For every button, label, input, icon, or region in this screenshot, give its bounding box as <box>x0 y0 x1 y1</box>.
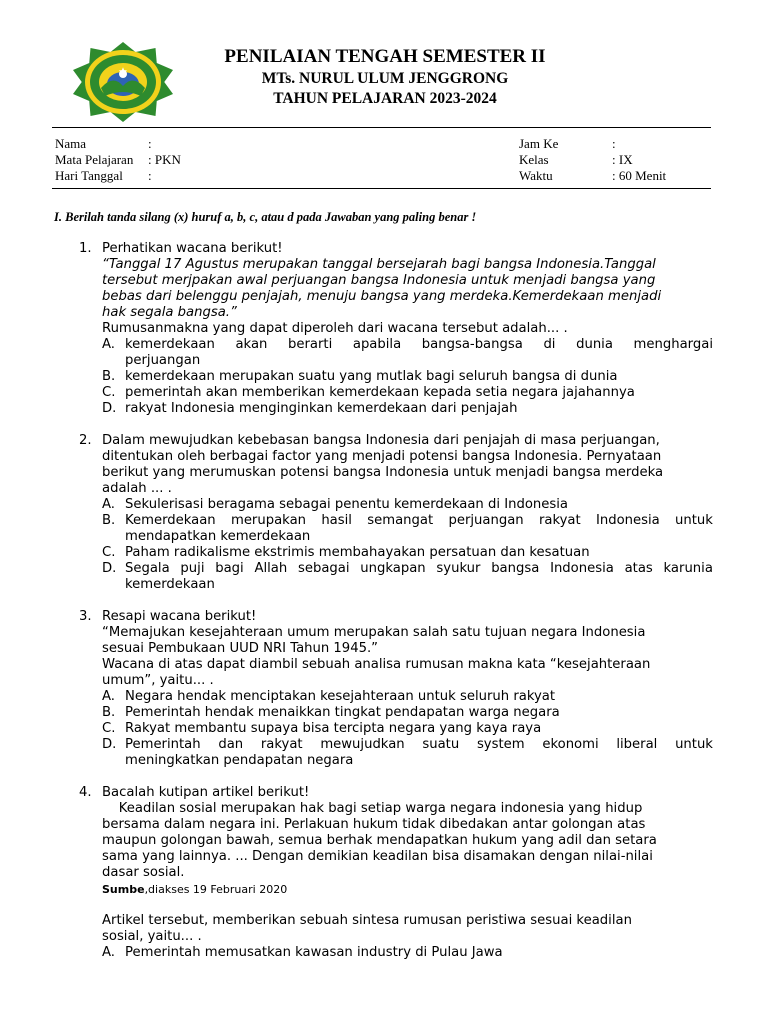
q1-a-w: kemerdekaan <box>125 337 215 352</box>
q1-option-d: rakyat Indonesia menginginkan kemerdekaan dari penjajah <box>125 401 518 416</box>
q3-prompt-line: umum”, yaitu... . <box>102 673 214 688</box>
q2-option-b <box>125 513 713 529</box>
school-name: MTs. NURUL ULUM JENGGRONG <box>261 70 509 87</box>
q2-d-w: sebagai <box>297 561 350 576</box>
q3-option-d-letter: D. <box>102 737 117 752</box>
q2-b-w: perjuangan <box>448 513 524 528</box>
q1-option-a-letter: A. <box>102 337 115 352</box>
q1-option-a-cont: perjuangan <box>125 353 201 368</box>
q4-prompt-line: Artikel tersebut, memberikan sebuah sintesa rumusan peristiwa sesuai keadilan <box>102 913 632 928</box>
q2-d-w: puji <box>180 561 205 576</box>
q1-stem: Perhatikan wacana berikut! <box>102 241 283 256</box>
q1-a-w: apabila <box>352 337 402 352</box>
q3-d-w: rakyat <box>260 737 303 752</box>
q1-a-w: berarti <box>288 337 333 352</box>
q2-option-d-cont: kemerdekaan <box>125 577 215 592</box>
q1-quote-line: bebas dari belenggu penjajah, menuju bangsa yang merdeka.Kemerdekaan menjadi <box>102 289 662 304</box>
q2-stem-line: adalah ... . <box>102 481 172 496</box>
q2-d-w: syukur <box>436 561 481 576</box>
q2-option-d-letter: D. <box>102 561 117 576</box>
q2-d-w: karunia <box>663 561 713 576</box>
q3-d-w: untuk <box>675 737 713 752</box>
q2-d-w: Indonesia <box>550 561 614 576</box>
q4-number: 4. <box>79 785 92 800</box>
nama-value: : <box>148 136 152 151</box>
waktu-value: : 60 Menit <box>612 168 667 183</box>
section-instruction: I. Berilah tanda silang (x) huruf a, b, c, atau d pada Jawaban yang paling benar ! <box>54 210 477 224</box>
q2-option-c: Paham radikalisme ekstrimis membahayakan persatuan dan kesatuan <box>125 545 590 560</box>
q3-option-b: Pemerintah hendak menaikkan tingkat pendapatan warga negara <box>125 705 560 720</box>
waktu-label: Waktu <box>519 168 553 183</box>
q4-source-date: ,diakses 19 Februari 2020 <box>144 883 288 896</box>
academic-year: TAHUN PELAJARAN 2023-2024 <box>273 90 497 107</box>
q1-option-b-letter: B. <box>102 369 116 384</box>
q4-prompt-line: sosial, yaitu... . <box>102 929 202 944</box>
q3-d-w: Pemerintah <box>125 737 201 752</box>
q1-option-d-letter: D. <box>102 401 117 416</box>
q3-quote-line: “Memajukan kesejahteraan umum merupakan salah satu tujuan negara Indonesia <box>102 625 646 640</box>
q2-stem-line: berikut yang merumuskan potensi bangsa Indonesia untuk menjadi bangsa merdeka <box>102 465 664 480</box>
q3-option-d <box>125 737 713 753</box>
hari-value: : <box>148 168 152 183</box>
q1-a-w: bangsa-bangsa <box>421 337 523 352</box>
q2-stem-line: ditentukan oleh berbagai factor yang menjadi potensi bangsa Indonesia. Pernyataan <box>102 449 662 464</box>
q2-d-w: ungkapan <box>360 561 426 576</box>
q2-option-a-letter: A. <box>102 497 115 512</box>
header-divider-top <box>52 127 711 128</box>
q2-option-b-letter: B. <box>102 513 116 528</box>
mapel-value: : PKN <box>148 152 181 167</box>
q3-d-w: liberal <box>616 737 658 752</box>
q3-d-w: suatu <box>422 737 460 752</box>
q4-source-label: Sumbe <box>102 883 145 896</box>
q2-b-w: untuk <box>675 513 713 528</box>
q4-article-line: dasar sosial. <box>102 865 185 880</box>
q1-a-w: dunia <box>576 337 613 352</box>
q2-number: 2. <box>79 433 92 448</box>
q2-option-b-cont: mendapatkan kemerdekaan <box>125 529 311 544</box>
q1-option-c-letter: C. <box>102 385 116 400</box>
q1-option-c: pemerintah akan memberikan kemerdekaan kepada setia negara jajahannya <box>125 385 635 400</box>
q3-prompt-line: Wacana di atas dapat diambil sebuah analisa rumusan makna kata “kesejahteraan <box>102 657 651 672</box>
q3-option-c-letter: C. <box>102 721 116 736</box>
q2-b-w: hasil <box>321 513 352 528</box>
q1-option-a <box>125 337 713 353</box>
q3-d-w: ekonomi <box>542 737 599 752</box>
q4-stem: Bacalah kutipan artikel berikut! <box>102 785 310 800</box>
q1-a-w: di <box>543 337 556 352</box>
q3-quote-line: sesuai Pembukaan UUD NRI Tahun 1945.” <box>102 641 379 656</box>
q2-option-a: Sekulerisasi beragama sebagai penentu kemerdekaan di Indonesia <box>125 497 568 512</box>
q4-option-a-letter: A. <box>102 945 115 960</box>
q2-stem-line: Dalam mewujudkan kebebasan bangsa Indonesia dari penjajah di masa perjuangan, <box>102 433 660 448</box>
q4-article-line: bersama dalam negara ini. Perlakuan hukum tidak dibedakan antar golongan atas <box>102 817 646 832</box>
q3-option-a-letter: A. <box>102 689 115 704</box>
mapel-label: Mata Pelajaran <box>55 152 134 167</box>
q4-option-a: Pemerintah memusatkan kawasan industry di Pulau Jawa <box>125 945 503 960</box>
hari-label: Hari Tanggal <box>55 168 123 183</box>
jam-label: Jam Ke <box>519 136 559 151</box>
q2-d-w: Segala <box>125 561 170 576</box>
q3-d-w: dan <box>218 737 244 752</box>
q3-stem: Resapi wacana berikut! <box>102 609 257 624</box>
q3-number: 3. <box>79 609 92 624</box>
q2-d-w: Allah <box>254 561 288 576</box>
nama-label: Nama <box>55 136 87 151</box>
q1-prompt: Rumusanmakna yang dapat diperoleh dari wacana tersebut adalah... . <box>102 321 568 336</box>
jam-value: : <box>612 136 616 151</box>
q2-option-c-letter: C. <box>102 545 116 560</box>
q3-option-a: Negara hendak menciptakan kesejahteraan untuk seluruh rakyat <box>125 689 556 704</box>
q4-article-line: maupun golongan bawah, semua berhak mendapatkan hukum yang adil dan setara <box>102 833 657 848</box>
kelas-value: : IX <box>612 152 633 167</box>
q2-d-w: atas <box>624 561 653 576</box>
q3-d-w: mewujudkan <box>320 737 405 752</box>
exam-title: PENILAIAN TENGAH SEMESTER II <box>224 46 546 67</box>
q3-d-w: system <box>476 737 525 752</box>
q2-b-w: Indonesia <box>595 513 660 528</box>
q3-option-d-cont: meningkatkan pendapatan negara <box>125 753 354 768</box>
q1-quote-line: hak segala bangsa.” <box>102 305 237 320</box>
q1-quote-line: “Tanggal 17 Agustus merupakan tanggal bersejarah bagi bangsa Indonesia.Tanggal <box>102 257 656 272</box>
q2-b-w: Kemerdekaan <box>125 513 216 528</box>
q4-source <box>102 882 287 898</box>
header-divider-bottom <box>52 188 711 189</box>
q3-option-b-letter: B. <box>102 705 116 720</box>
q1-quote-line: tersebut merjpakan awal perjuangan bangsa Indonesia untuk menjadi bangsa yang <box>102 273 656 288</box>
q2-option-d <box>125 561 713 577</box>
q2-b-w: merupakan <box>230 513 307 528</box>
q2-d-w: bagi <box>215 561 244 576</box>
q1-a-w: menghargai <box>633 337 713 352</box>
school-logo-emblem <box>70 41 176 123</box>
q4-article-line: sama yang lainnya. ... Dengan demikian keadilan bisa disamakan dengan nilai-nilai <box>102 849 653 864</box>
q2-d-w: bangsa <box>491 561 540 576</box>
q1-a-w: akan <box>235 337 268 352</box>
q4-article-line: Keadilan sosial merupakan hak bagi setiap warga negara indonesia yang hidup <box>102 801 643 816</box>
q1-option-b: kemerdekaan merupakan suatu yang mutlak bagi seluruh bangsa di dunia <box>125 369 618 384</box>
q3-option-c: Rakyat membantu supaya bisa tercipta negara yang kaya raya <box>125 721 542 736</box>
q2-b-w: semangat <box>367 513 434 528</box>
kelas-label: Kelas <box>519 152 549 167</box>
q2-b-w: rakyat <box>538 513 581 528</box>
q1-number: 1. <box>79 241 92 256</box>
